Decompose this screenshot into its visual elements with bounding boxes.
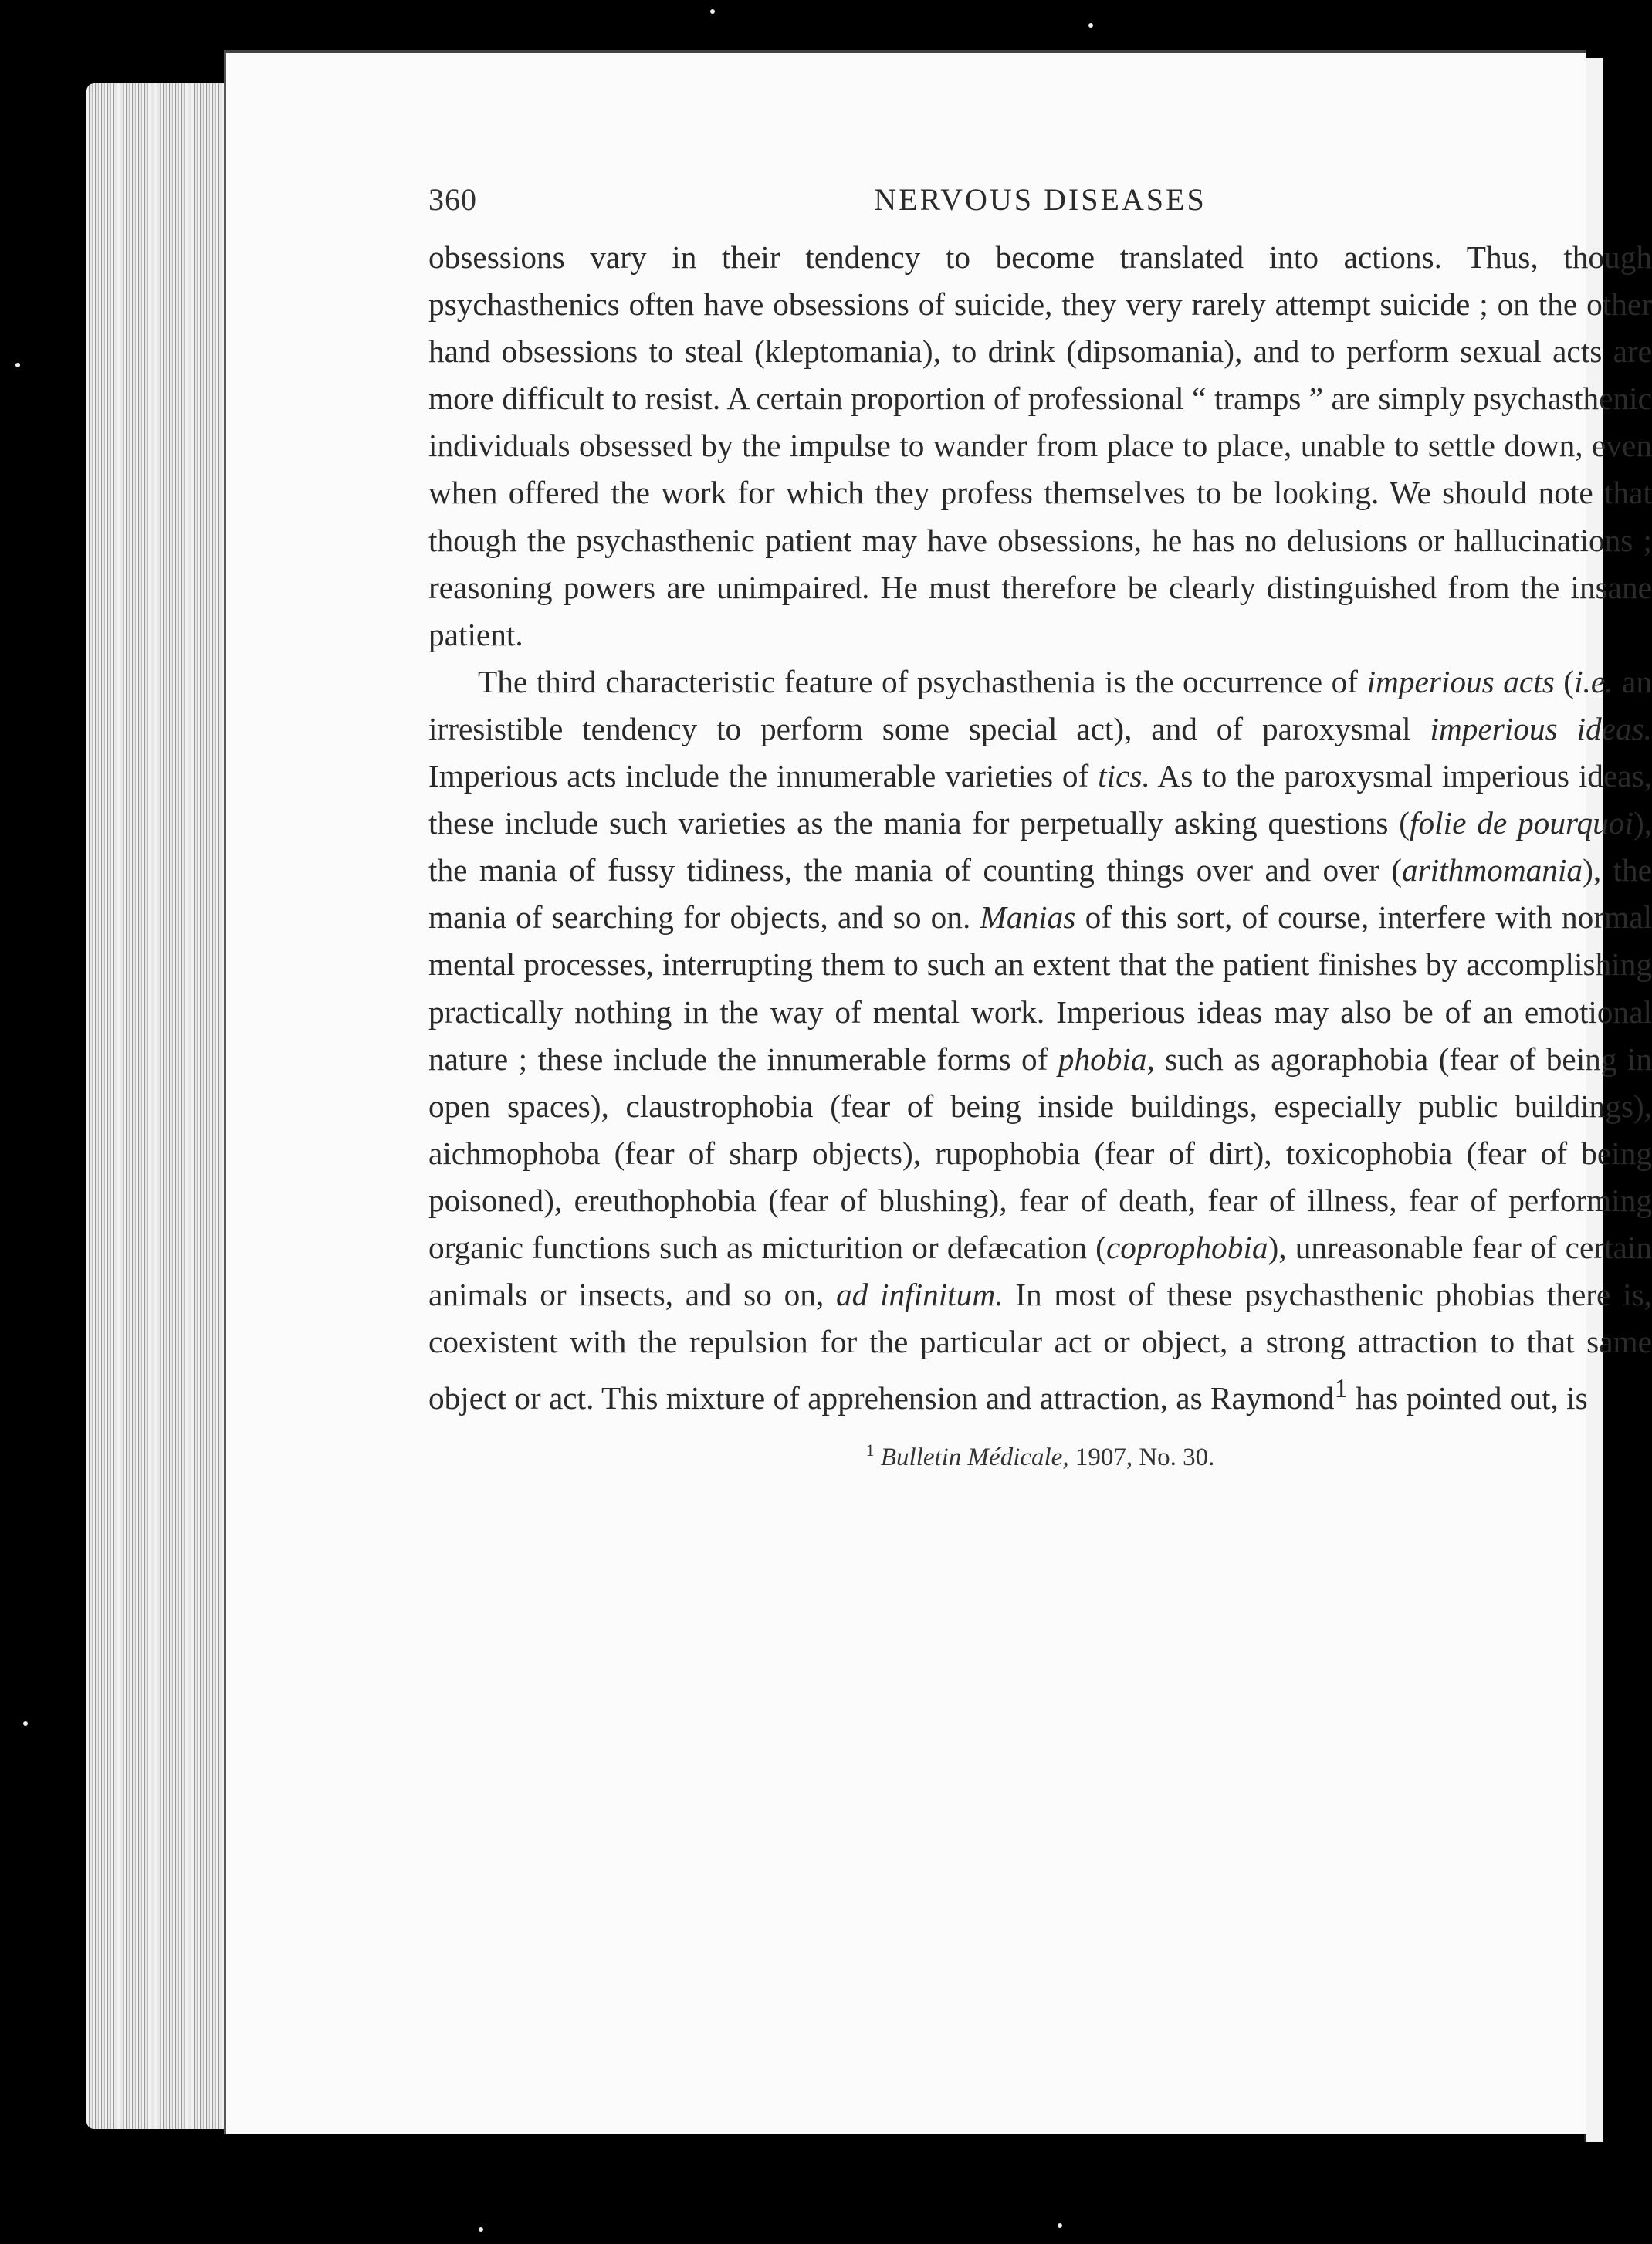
text-run: ), the mania of searching for objects, and so on.: [428, 852, 1652, 936]
italic-term: folie de pourquoi: [1410, 805, 1633, 841]
italic-term: Manias: [980, 899, 1076, 936]
text-run: ), unreasonable fear of certain animals or insects, and so on,: [428, 1229, 1652, 1313]
text-run: of this sort, of course, interfere with normal mental processes, interrupting them to such an extent that the patient finishes by accomplishing practically nothing in the way of mental work. Imperious ideas may also be of an emotional nature ; these include the innumerable forms of: [428, 899, 1652, 1077]
page-stack-edges: [86, 83, 241, 2129]
footnote: [428, 1433, 1652, 1475]
text-run: In most of these psychasthenic phobias there is, coexistent with the repulsion for the particular act or object, a strong attraction to that same object or act. This mixture of apprehension and attraction, as Raymond: [428, 1277, 1652, 1416]
book-page: [224, 50, 1652, 2134]
italic-term: i.e.: [1574, 663, 1613, 699]
page-number: 360: [428, 182, 477, 217]
italic-term: arithmomania: [1402, 852, 1583, 888]
scan-speck: [479, 2227, 483, 2232]
italic-term: imperious ideas.: [1430, 710, 1652, 746]
italic-term: ad infinitum.: [836, 1277, 1004, 1313]
scan-speck: [710, 9, 715, 14]
scan-speck: [15, 363, 20, 367]
scan-speck: [23, 1721, 28, 1726]
footnote-citation: 1907, No. 30.: [1068, 1444, 1215, 1472]
text-run: such as agoraphobia (fear of being in open spaces), claustrophobia (fear of being inside buildings, especially public buildings), aichmophoba (fear of sharp objects), rupophobia (fear of dirt), toxicophobia (fear of being poisoned), ereuthophobia (fear of blushing), fear of death, fear of illness, fear of performing organic functions such as micturition or defæcation (: [428, 1041, 1652, 1265]
footnote-journal: Bulletin Médicale,: [880, 1444, 1069, 1472]
running-head: [428, 177, 1652, 223]
text-run: (: [1554, 663, 1575, 699]
text-run: Imperious acts include the innumerable varieties of: [428, 758, 1099, 794]
scan-speck: [1058, 2223, 1062, 2228]
italic-term: imperious acts: [1366, 663, 1555, 699]
page-content: [428, 177, 1652, 1475]
text-run: The third characteristic feature of psychasthenia is the occurrence of: [478, 663, 1367, 699]
footnote-reference: 1: [1334, 1374, 1348, 1404]
running-title: NERVOUS DISEASES: [874, 182, 1207, 217]
paragraph-1-text: obsessions vary in their tendency to become translated into actions. Thus, though psychasthenics often have obsessions of suicide, they very rarely attempt suicide ; on the other hand obsessions to steal (kleptomania), to drink (dipsomania), and to perform sexual acts are more difficult to resist. A certain proportion of professional “ tramps ” are simply psychasthenic individuals obsessed by the impulse to wander from place to place, unable to settle down, even when offered the work for which they profess themselves to be looking. We should note that though the psychasthenic patient may have obsessions, he has no delusions or hallucinations ; reasoning powers are unimpaired. He must therefore be clearly distinguished from the insane patient.: [428, 239, 1652, 652]
scan-speck: [1088, 23, 1093, 28]
text-run: As to the paroxysmal imperious ideas, these include such varieties as the mania for perpetually asking questions (: [428, 758, 1652, 841]
italic-term: tics.: [1098, 758, 1150, 794]
text-run: ), the mania of fussy tidiness, the mania of counting things over and over (: [428, 805, 1652, 888]
text-run: an irresistible tendency to perform some special act), and of paroxysmal: [428, 663, 1652, 746]
paragraph-2: [428, 658, 1652, 1422]
italic-term: phobia,: [1058, 1041, 1155, 1077]
italic-term: coprophobia: [1105, 1229, 1268, 1265]
footnote-marker: 1: [865, 1440, 875, 1460]
paragraph-1: [428, 234, 1652, 658]
text-run: has pointed out, is: [1347, 1380, 1588, 1416]
